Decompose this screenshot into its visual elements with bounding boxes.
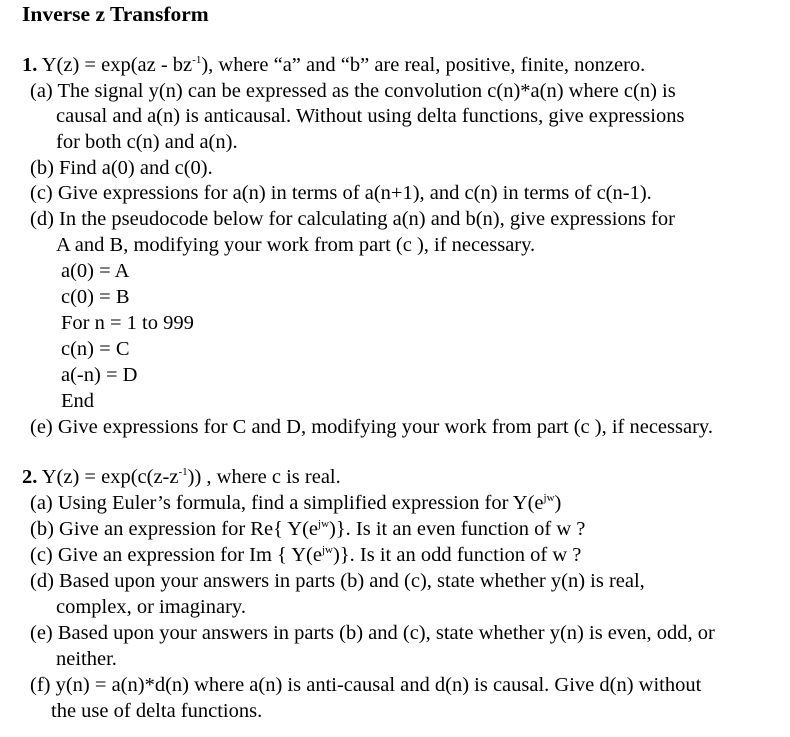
problem-1-part-a-line-3: for both c(n) and a(n). — [56, 131, 238, 153]
problem-1-part-c: (c) Give expressions for a(n) in terms of a(n+1), and c(n) in terms of c(n-1). — [30, 182, 652, 204]
pseudocode-line: a(0) = A — [61, 260, 130, 282]
problem-2-part-d-line-1: (d) Based upon your answers in parts (b) and (c), state whether y(n) is real, — [30, 570, 645, 592]
problem-2-part-f-line-1: (f) y(n) = a(n)*d(n) where a(n) is anti-causal and d(n) is causal. Give d(n) without — [30, 674, 702, 696]
problem-1-part-a-line-2: causal and a(n) is anticausal. Without using delta functions, give expressions — [56, 105, 685, 127]
pseudocode-line: c(0) = B — [61, 286, 130, 308]
problem-1-part-b: (b) Find a(0) and c(0). — [30, 157, 213, 179]
pseudocode-line: For n = 1 to 999 — [61, 312, 194, 334]
pseudocode-line: a(-n) = D — [61, 364, 138, 386]
problem-2-part-f-line-2: the use of delta functions. — [51, 700, 263, 722]
problem-2-part-b: (b) Give an expression for Re{ $Y(e^{jw})$}. Is it an even function of w ? — [30, 518, 586, 540]
problem-1-part-d-line-2: A and B, modifying your work from part (c ), if necessary. — [56, 234, 536, 256]
problem-2-part-c: (c) Give an expression for Im { $Y(e^{jw})$}. Is it an odd function of w ? — [30, 544, 582, 566]
problem-2-number: 2. — [22, 466, 38, 488]
pseudocode-line: End — [61, 390, 95, 412]
problem-1-part-d-line-1: (d) In the pseudocode below for calculating a(n) and b(n), give expressions for — [30, 208, 675, 230]
problem-2-part-e-line-2: neither. — [56, 648, 117, 670]
problem-1-part-e: (e) Give expressions for C and D, modifying your work from part (c ), if necessary. — [30, 416, 713, 438]
problem-2-part-d-line-2: complex, or imaginary. — [56, 596, 246, 618]
problem-1-part-a-line-1: (a) The signal y(n) can be expressed as the convolution c(n)*a(n) where c(n) is — [30, 80, 676, 102]
page-title: Inverse z Transform — [22, 2, 209, 26]
pseudocode-line: c(n) = C — [61, 338, 130, 360]
problem-2-statement: 2. $Y(z) = \exp(c(z-z^{-1}))$ , where c is real. — [22, 466, 341, 488]
problem-1-number: 1. — [22, 54, 38, 76]
problem-2-part-e-line-1: (e) Based upon your answers in parts (b) and (c), state whether y(n) is even, odd, or — [30, 622, 715, 644]
problem-1-statement: 1. $Y(z) = \exp(az - bz^{-1})$, where “a” and “b” are real, positive, finite, nonzero. — [22, 54, 646, 76]
problem-2-part-a: (a) Using Euler’s formula, find a simplified expression for $Y(e^{jw})$ — [30, 492, 562, 514]
